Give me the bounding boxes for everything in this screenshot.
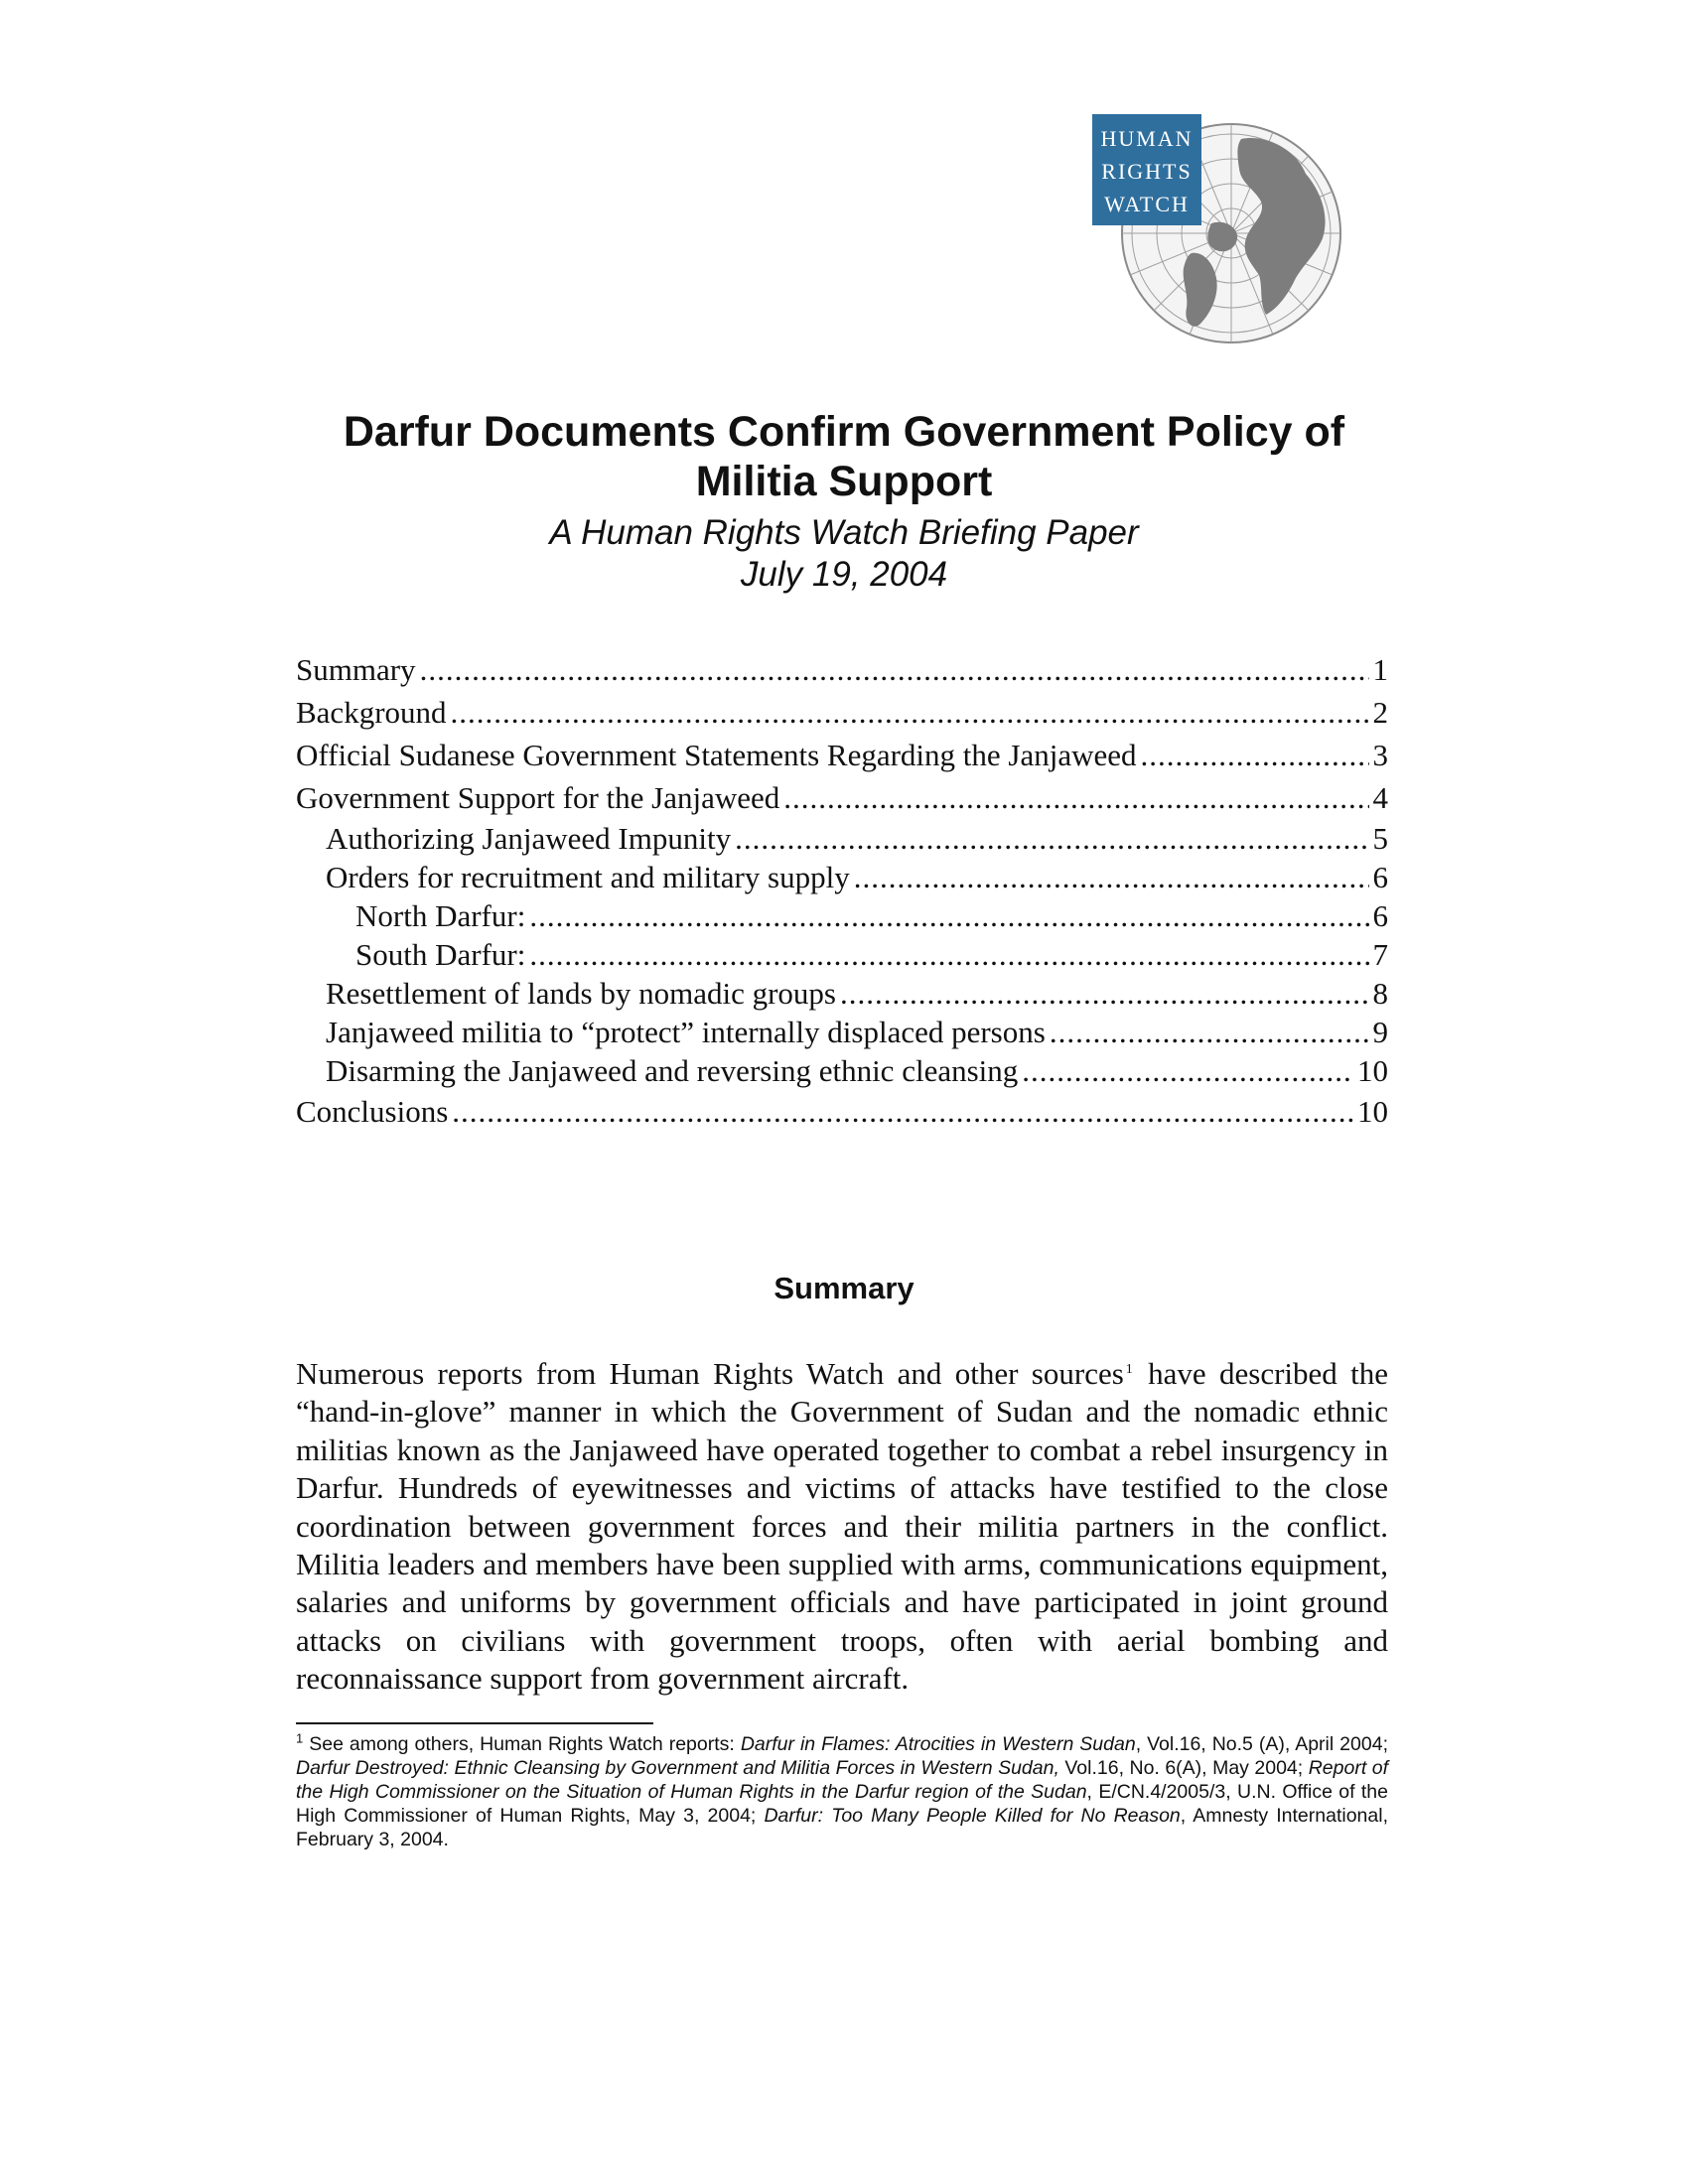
toc-entry-page-number: 8 <box>1372 976 1388 1011</box>
logo-line-2: RIGHTS <box>1101 159 1193 184</box>
toc-leader-dots <box>783 776 1368 819</box>
toc-entry-label: South Darfur: <box>355 937 526 972</box>
footnote-text-5: , Amnesty International, February 3, 2004. <box>296 1805 1388 1850</box>
summary-paragraph <box>296 1355 1388 1699</box>
toc-entry-page-number: 6 <box>1372 898 1388 933</box>
toc-entry-page-number: 10 <box>1357 1053 1388 1088</box>
toc-entry[interactable] <box>296 1090 1388 1133</box>
toc-entry-page-number: 4 <box>1372 780 1388 815</box>
title-block <box>248 407 1440 596</box>
toc-entry-label: North Darfur: <box>355 898 526 933</box>
toc-leader-dots <box>451 691 1369 734</box>
toc-entry[interactable] <box>296 648 1388 691</box>
toc-entry-label: Orders for recruitment and military supply <box>326 860 850 894</box>
toc-entry-label: Resettlement of lands by nomadic groups <box>326 976 836 1011</box>
toc-entry-page-number: 3 <box>1372 738 1388 772</box>
toc-entry[interactable] <box>296 935 1388 974</box>
document-subtitle: A Human Rights Watch Briefing Paper <box>549 513 1139 552</box>
toc-leader-dots <box>529 935 1368 974</box>
footnote-marker: 1 <box>296 1730 304 1746</box>
summary-text-1: Numerous reports from Human Rights Watch and other sources <box>296 1356 1124 1391</box>
toc-entry-label: Official Sudanese Government Statements Regarding the Janjaweed <box>296 738 1137 772</box>
document-title-line-2: Militia Support <box>695 458 993 505</box>
toc-leader-dots <box>1050 1013 1369 1051</box>
footnote-citation-2: Darfur Destroyed: Ethnic Cleansing by Government and Militia Forces in Western Sudan, <box>296 1757 1059 1779</box>
toc-entry[interactable] <box>296 819 1388 858</box>
toc-entry-label: Disarming the Janjaweed and reversing ethnic cleansing <box>326 1053 1019 1088</box>
toc-entry-label: Janjaweed militia to “protect” internally displaced persons <box>326 1015 1046 1049</box>
toc-entry[interactable] <box>296 691 1388 734</box>
globe-icon <box>1092 104 1350 362</box>
footnote-citation-3: Report of the High Commissioner on the Situation of Human Rights in the Darfur region of the Sudan <box>296 1757 1388 1803</box>
toc-entry-page-number: 2 <box>1372 695 1388 730</box>
toc-entry[interactable] <box>296 896 1388 935</box>
document-date: July 19, 2004 <box>740 555 948 594</box>
footnote-text-4: , E/CN.4/2005/3, U.N. Office of the High Commissioner of Human Rights, May 3, 2004; <box>296 1781 1388 1827</box>
toc-entry[interactable] <box>296 734 1388 776</box>
hrw-logo <box>1092 104 1350 362</box>
toc-entry-page-number: 7 <box>1372 937 1388 972</box>
toc-leader-dots <box>1141 734 1369 776</box>
logo-line-3: WATCH <box>1104 192 1190 216</box>
table-of-contents <box>296 648 1388 1133</box>
footnote-text-1: See among others, Human Rights Watch reports: <box>303 1733 741 1755</box>
toc-entry-label: Conclusions <box>296 1094 449 1129</box>
toc-entry[interactable] <box>296 1051 1388 1090</box>
footnote-citation-1: Darfur in Flames: Atrocities in Western Sudan <box>740 1733 1136 1755</box>
document-title-line-1: Darfur Documents Confirm Government Policy of <box>343 408 1345 456</box>
toc-leader-dots <box>735 819 1368 858</box>
toc-entry-page-number: 1 <box>1372 652 1388 687</box>
toc-entry-page-number: 6 <box>1372 860 1388 894</box>
toc-entry-label: Government Support for the Janjaweed <box>296 780 780 815</box>
logo-line-1: HUMAN <box>1100 126 1194 151</box>
summary-text-2: have described the “hand-in-glove” manner in which the Government of Sudan and the nomadic ethnic militias known as the Janjaweed have operated together to combat a rebel insurgency in Darfur. Hundreds of eyewitnesses and victims of attacks have testified to the close coordination between government forces and their militia partners in the conflict. Militia leaders and members have been supplied with arms, communications equipment, salaries and uniforms by government officials and have participated in joint ground attacks on civilians with government troops, often with aerial bombing and reconnaissance support from government aircraft. <box>296 1356 1388 1697</box>
footnote <box>296 1732 1388 1851</box>
footnote-citation-4: Darfur: Too Many People Killed for No Reason <box>764 1805 1181 1827</box>
toc-leader-dots <box>840 974 1369 1013</box>
toc-leader-dots <box>529 896 1368 935</box>
toc-entry[interactable] <box>296 858 1388 896</box>
toc-entry[interactable] <box>296 974 1388 1013</box>
toc-entry[interactable] <box>296 776 1388 819</box>
toc-entry-label: Authorizing Janjaweed Impunity <box>326 821 732 856</box>
toc-leader-dots <box>1022 1051 1353 1090</box>
toc-leader-dots <box>854 858 1369 896</box>
toc-leader-dots <box>452 1090 1353 1133</box>
toc-entry-label: Background <box>296 695 447 730</box>
footnote-text-3: Vol.16, No. 6(A), May 2004; <box>1058 1757 1309 1779</box>
toc-entry-page-number: 9 <box>1372 1015 1388 1049</box>
toc-entry-page-number: 10 <box>1357 1094 1388 1129</box>
footnote-text-2: , Vol.16, No.5 (A), April 2004; <box>1135 1733 1388 1755</box>
footnote-divider <box>296 1722 653 1724</box>
summary-heading: Summary <box>774 1271 914 1305</box>
toc-entry[interactable] <box>296 1013 1388 1051</box>
toc-leader-dots <box>420 648 1369 691</box>
toc-entry-page-number: 5 <box>1372 821 1388 856</box>
footnote-reference[interactable]: 1 <box>1125 1361 1133 1377</box>
toc-entry-label: Summary <box>296 652 416 687</box>
